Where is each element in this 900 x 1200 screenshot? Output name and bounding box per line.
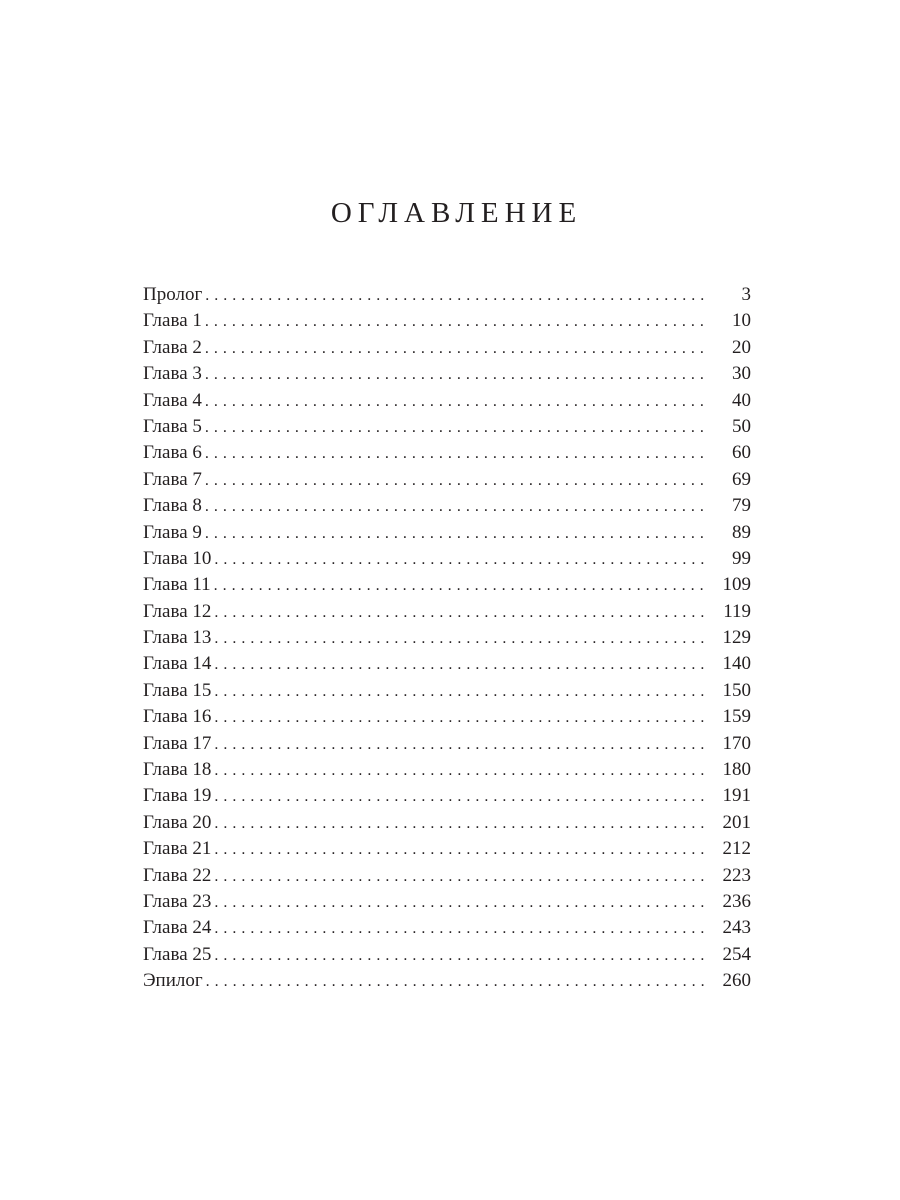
- toc-entry: [143, 414, 751, 440]
- toc-entry-page: 243: [722, 917, 751, 939]
- toc-entry: [143, 731, 751, 757]
- toc-entry: [143, 810, 751, 836]
- dot-leader: [214, 626, 709, 652]
- toc-entry-label: Глава 2: [143, 336, 202, 358]
- toc-entry-page: 3: [741, 284, 751, 305]
- toc-entry-label: Глава 14: [143, 653, 212, 675]
- toc-entry-page: 260: [722, 970, 751, 992]
- toc-entry-page: 99: [732, 547, 751, 569]
- toc-entry-label: Глава 13: [143, 627, 212, 649]
- toc-entry: [143, 282, 751, 308]
- toc-entry-label: Глава 4: [143, 389, 202, 411]
- toc-entry: [143, 625, 751, 651]
- table-of-contents: [143, 282, 751, 995]
- dot-leader: [205, 336, 709, 362]
- toc-entry-label: Глава 17: [143, 732, 212, 754]
- dot-leader: [205, 389, 709, 415]
- toc-entry-page: 254: [722, 943, 751, 965]
- toc-entry-page: 119: [723, 600, 751, 622]
- dot-leader: [214, 784, 709, 810]
- toc-entry-page: 20: [732, 336, 751, 358]
- toc-entry-label: Глава 16: [143, 706, 212, 728]
- dot-leader: [214, 732, 709, 758]
- toc-entry: [143, 889, 751, 915]
- dot-leader: [205, 362, 709, 388]
- toc-entry-label: Глава 8: [143, 495, 202, 517]
- toc-entry-label: Глава 11: [143, 574, 211, 596]
- dot-leader: [214, 943, 709, 969]
- toc-entry-page: 140: [722, 653, 751, 675]
- toc-entry-page: 79: [732, 495, 751, 517]
- dot-leader: [205, 468, 709, 494]
- toc-entry: [143, 783, 751, 809]
- toc-entry-page: 180: [722, 759, 751, 781]
- toc-entry-label: Глава 15: [143, 679, 212, 701]
- toc-title: ОГЛАВЛЕНИЕ: [330, 197, 583, 229]
- toc-entry-label: Глава 10: [143, 547, 212, 569]
- toc-entry-label: Глава 20: [143, 811, 212, 833]
- toc-entry-page: 236: [722, 890, 751, 912]
- toc-entry-page: 159: [722, 706, 751, 728]
- dot-leader: [214, 547, 709, 573]
- toc-entry-page: 89: [732, 521, 751, 543]
- toc-entry-label: Эпилог: [143, 970, 203, 992]
- toc-entry-label: Глава 25: [143, 943, 212, 965]
- toc-entry-page: 109: [722, 574, 751, 596]
- toc-entry: [143, 546, 751, 572]
- toc-entry-label: Глава 3: [143, 363, 202, 385]
- toc-entry-label: Глава 5: [143, 415, 202, 437]
- dot-leader: [214, 758, 709, 784]
- dot-leader: [214, 837, 709, 863]
- toc-entry-page: 40: [732, 389, 751, 411]
- dot-leader: [214, 679, 709, 705]
- dot-leader: [214, 573, 709, 599]
- toc-entry: [143, 863, 751, 889]
- toc-entry-label: Глава 6: [143, 442, 202, 464]
- dot-leader: [206, 969, 709, 995]
- dot-leader: [214, 890, 709, 916]
- toc-entry: [143, 308, 751, 334]
- dot-leader: [214, 864, 709, 890]
- toc-entry-page: 212: [722, 838, 751, 860]
- toc-entry-label: Глава 22: [143, 864, 212, 886]
- toc-entry-page: 223: [722, 864, 751, 886]
- toc-entry-page: 69: [732, 468, 751, 490]
- toc-entry: [143, 467, 751, 493]
- dot-leader: [205, 441, 709, 467]
- dot-leader: [214, 811, 709, 837]
- toc-entry: [143, 651, 751, 677]
- dot-leader: [214, 916, 709, 942]
- toc-entry-page: 30: [732, 363, 751, 385]
- toc-entry-label: Глава 23: [143, 890, 212, 912]
- toc-entry-label: Пролог: [143, 284, 203, 305]
- toc-entry-page: 150: [722, 679, 751, 701]
- toc-entry-page: 170: [722, 732, 751, 754]
- toc-entry-label: Глава 19: [143, 785, 212, 807]
- toc-entry: [143, 361, 751, 387]
- dot-leader: [214, 652, 709, 678]
- toc-entry-page: 60: [732, 442, 751, 464]
- toc-entry-page: 50: [732, 415, 751, 437]
- toc-entry: [143, 915, 751, 941]
- toc-entry: [143, 757, 751, 783]
- toc-entry: [143, 942, 751, 968]
- toc-entry-page: 129: [722, 627, 751, 649]
- toc-entry-label: Глава 24: [143, 917, 212, 939]
- toc-entry-label: Глава 7: [143, 468, 202, 490]
- toc-entry: [143, 520, 751, 546]
- toc-entry-label: Глава 18: [143, 759, 212, 781]
- toc-entry-label: Глава 1: [143, 310, 202, 332]
- dot-leader: [205, 521, 709, 547]
- dot-leader: [205, 283, 709, 309]
- toc-entry-label: Глава 21: [143, 838, 212, 860]
- toc-entry: [143, 599, 751, 625]
- toc-entry-label: Глава 9: [143, 521, 202, 543]
- toc-entry: [143, 704, 751, 730]
- toc-entry: [143, 440, 751, 466]
- dot-leader: [214, 600, 709, 626]
- toc-entry: [143, 572, 751, 598]
- toc-entry: [143, 493, 751, 519]
- dot-leader: [214, 705, 709, 731]
- toc-entry: [143, 968, 751, 994]
- toc-entry: [143, 678, 751, 704]
- toc-entry: [143, 836, 751, 862]
- toc-entry-page: 191: [722, 785, 751, 807]
- dot-leader: [205, 309, 709, 335]
- toc-entry-page: 10: [732, 310, 751, 332]
- toc-entry: [143, 335, 751, 361]
- dot-leader: [205, 415, 709, 441]
- dot-leader: [205, 494, 709, 520]
- toc-entry: [143, 388, 751, 414]
- toc-entry-label: Глава 12: [143, 600, 212, 622]
- toc-entry-page: 201: [722, 811, 751, 833]
